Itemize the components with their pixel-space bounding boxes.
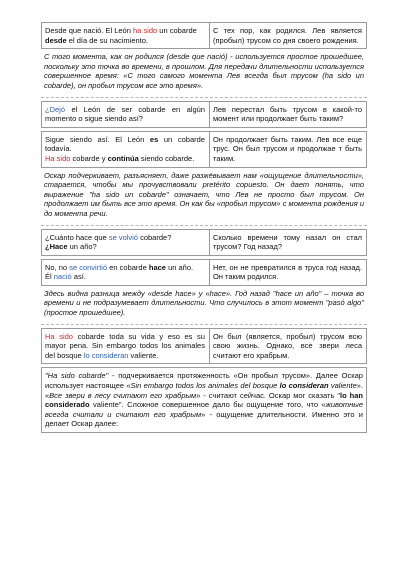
- text: Sigue siendo así. El León: [45, 134, 145, 144]
- text: ». «: [45, 381, 364, 400]
- highlight-blue: se volvió: [108, 232, 138, 242]
- russian-cell: С тех пор, как родился. Лев является (пробыл) трусом со дня своего рождения.: [212, 26, 362, 45]
- text: Él: [45, 272, 52, 282]
- text: el León de ser cobarde en algún momento o sigue siendo así?: [45, 104, 205, 124]
- highlight-bold: es: [149, 134, 159, 144]
- text: - подчеркивается протяженность «Он пробыл трусом». Далее Оскар использует настоящее «: [45, 371, 363, 391]
- highlight-blue: ¿Dejó: [45, 104, 66, 114]
- text: valiente: [328, 381, 357, 391]
- text: cobarde y: [72, 153, 106, 163]
- highlight-bold: lo consideran: [279, 381, 329, 391]
- russian-cell: Он продолжает быть таким. Лев все еще трус. Он был трусом и продолжае т быть таким.: [212, 134, 362, 163]
- text: No, no: [45, 262, 68, 272]
- spanish-cell: [42, 230, 210, 255]
- russian-cell: Нет, он не превратился в труса год назад. Он таким родился.: [212, 262, 362, 282]
- commentary-box: [41, 367, 367, 433]
- table-row: [41, 328, 367, 365]
- highlight-blue: lo consideran: [83, 350, 129, 360]
- highlight-bold: ¿Hace: [45, 242, 68, 252]
- text: Все звери в лесу считают его храбрым: [49, 390, 197, 400]
- page: [41, 22, 367, 433]
- russian-cell: Он был (является, пробыл) трусом всю свою жизнь. Однако, все звери леса считают его храбрым.: [212, 331, 362, 360]
- highlight-blue: nació: [53, 272, 72, 282]
- text: un año.: [168, 262, 194, 272]
- text: el día de su nacimiento.: [68, 35, 148, 45]
- russian-cell: Лев перестал быть трусом в какой-то момент или продолжает быть таким?: [212, 104, 362, 124]
- highlight-bold: hace: [148, 262, 166, 272]
- highlight-bold: desde: [45, 35, 67, 45]
- highlight-bold: lo han considerado: [45, 390, 363, 410]
- text: животные всегда считали и считают его храбрым: [45, 400, 363, 419]
- highlight-red: Ha sido: [45, 331, 73, 341]
- text: cobarde toda su vida y eso es su mayor pena. Sin embargo todos los animales del bosque: [45, 331, 205, 360]
- text: Desde que nació. El León: [45, 26, 131, 35]
- text: así.: [73, 272, 86, 282]
- spanish-cell: [42, 23, 210, 48]
- text: » - считают сейчас. Оскар мог сказать ": [196, 390, 341, 400]
- text: siendo cobarde.: [140, 153, 195, 163]
- text: "Ha sido cobarde": [45, 371, 109, 381]
- text: Sin embargo todos los animales del bosque: [130, 381, 280, 391]
- highlight-bold: continúa: [107, 153, 139, 163]
- text: un cobarde: [159, 26, 197, 35]
- text: cobarde?: [140, 232, 172, 242]
- spanish-cell: [42, 132, 210, 167]
- commentary-note: Здесь видна разница между «desde hace» у «hace». Год назад "hace un año" – точка во времени и не подразумевает длительности. Что случилось в этот момент "pasó algo" (простое прошедшее).: [44, 288, 364, 318]
- text: ¿Cuánto hace que: [45, 232, 107, 242]
- highlight-red: ha sido: [133, 26, 158, 35]
- spanish-cell: [42, 260, 210, 285]
- spanish-cell: [42, 102, 210, 127]
- divider: [41, 97, 367, 98]
- text: en cobarde: [109, 262, 147, 272]
- table-row: [41, 22, 367, 49]
- spanish-cell: [42, 329, 210, 364]
- highlight-red: Ha sido: [45, 153, 71, 163]
- table-row: [41, 259, 367, 286]
- divider: [41, 324, 367, 325]
- highlight-blue: se convirtió: [69, 262, 108, 272]
- text: un año?: [69, 242, 97, 252]
- table-row: [41, 229, 367, 256]
- commentary-note: Оскар подчеркивает, разъясняет, даже разжёвывает нам «ощущение длительности», старается, чтобы мы прочувствовали pretérito copuesto. Он дает понять, что выражение "ha sido un cobarde" означает, что Лев не просто был трусом. Он продолжает им быть все это время. Он как бы «пробыл трусом» с момента рождения и до момента речи.: [44, 170, 364, 218]
- text: » - ощущение длительности. Именно это и делает Оскар далее:: [45, 409, 363, 429]
- text: un cobarde todavía.: [45, 134, 205, 154]
- text: valiente.: [130, 350, 159, 360]
- russian-cell: Сколько времени тому назал он стал трусом? Год назад?: [212, 232, 362, 252]
- commentary-note: С того момента, как он родился (desde que nació) - используется простое прошедшее, поскольку это точка во времени, в прошлом. Для передачи длительности используется совершенное время: «С того самого момента Лев всегда был трусом (ha sido un cobarde), он пробыл трусом все это время».: [44, 52, 364, 90]
- table-row: [41, 131, 367, 168]
- table-row: [41, 101, 367, 128]
- divider: [41, 225, 367, 226]
- text: valiente". Сложное совершенное дало бы ощущение того, что «: [89, 400, 326, 410]
